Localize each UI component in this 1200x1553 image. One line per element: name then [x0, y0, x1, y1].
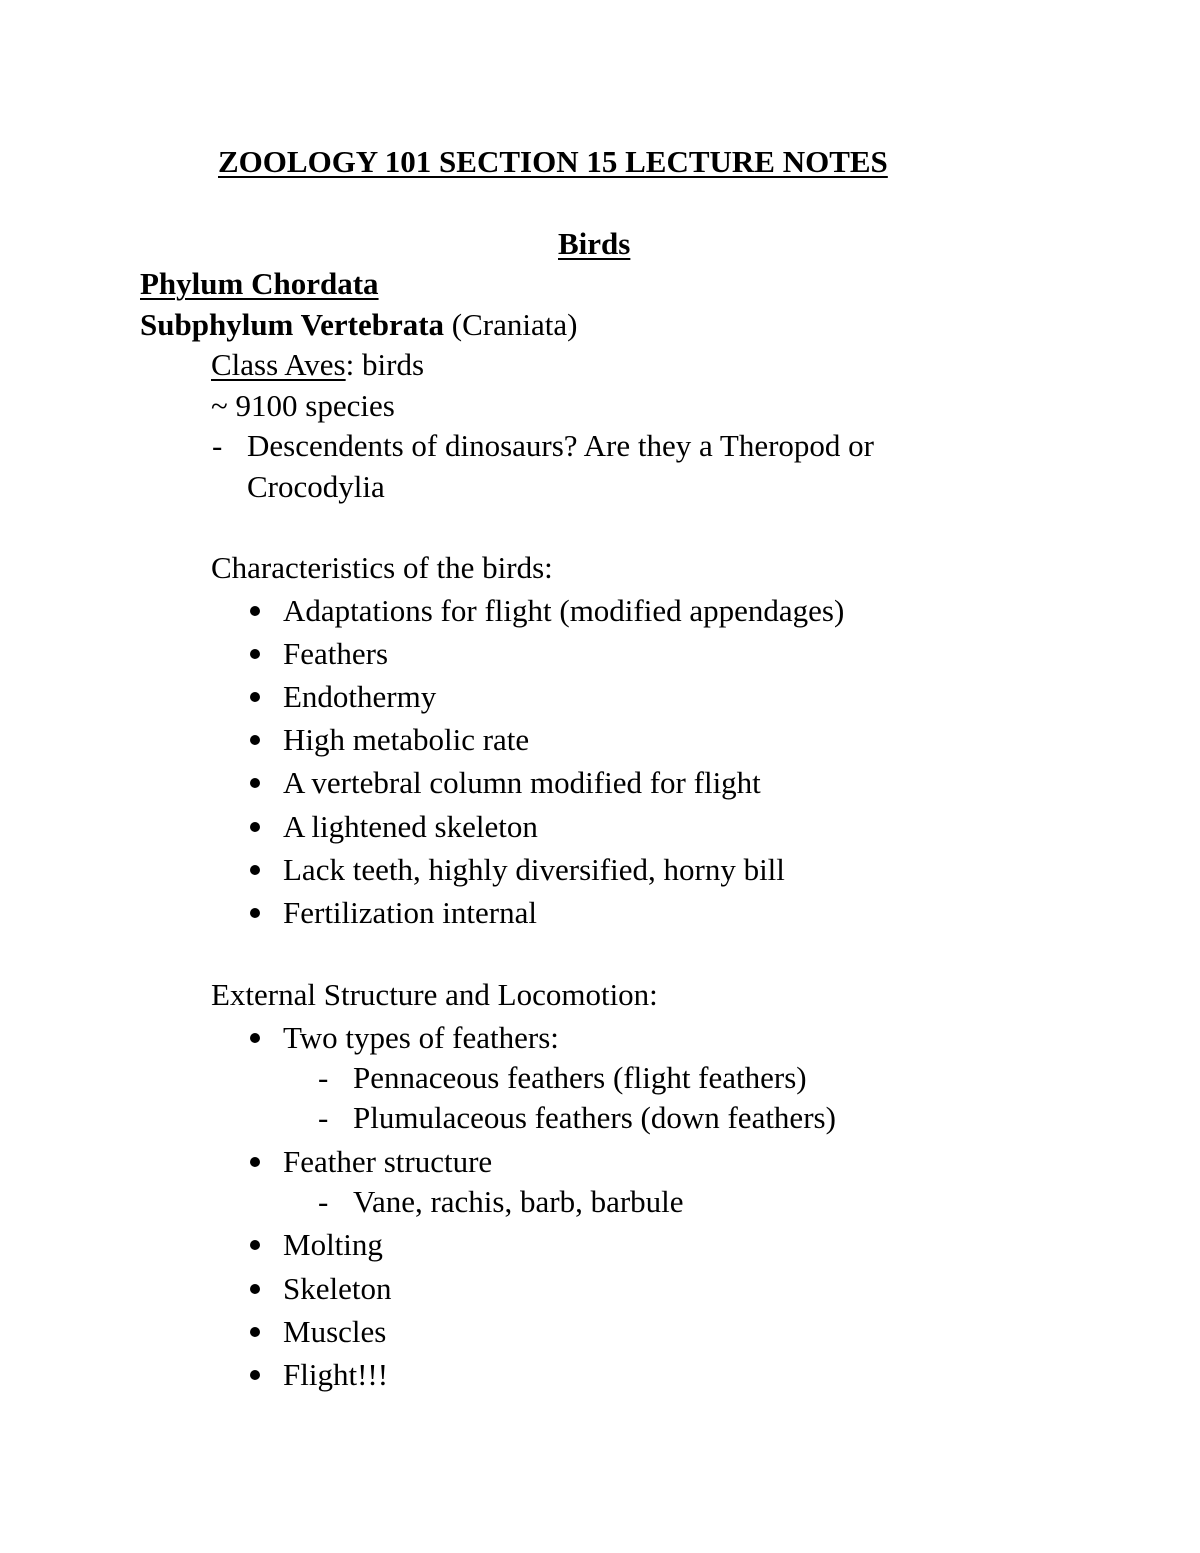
list-item: Flight!!! — [283, 1357, 389, 1392]
species-count: ~ 9100 species — [211, 388, 395, 423]
dash-marker: - — [212, 428, 223, 463]
bullet-icon — [250, 649, 260, 659]
descendents-line-1: Descendents of dinosaurs? Are they a Theropod or — [247, 428, 874, 463]
subphylum-note: (Craniata) — [444, 307, 578, 342]
subphylum-label: Subphylum Vertebrata — [140, 307, 445, 342]
bullet-icon — [250, 1327, 260, 1337]
list-item: High metabolic rate — [283, 722, 530, 757]
list-item: Skeleton — [283, 1271, 392, 1306]
sub-list-item: Pennaceous feathers (flight feathers) — [353, 1060, 807, 1095]
bullet-icon — [250, 822, 260, 832]
bullet-icon — [250, 1240, 260, 1250]
subphylum-line — [140, 309, 577, 340]
bullet-icon — [250, 606, 260, 616]
external-heading: External Structure and Locomotion: — [211, 977, 658, 1012]
class-label: Class Aves — [211, 347, 346, 382]
list-item: A vertebral column modified for flight — [283, 765, 761, 800]
bullet-icon — [250, 1033, 260, 1043]
list-item: Muscles — [283, 1314, 387, 1349]
list-item: Lack teeth, highly diversified, horny bill — [283, 852, 785, 887]
page-title: ZOOLOGY 101 SECTION 15 LECTURE NOTES — [218, 144, 888, 179]
bullet-icon — [250, 865, 260, 875]
class-rest: : birds — [345, 347, 425, 382]
bullet-icon — [250, 692, 260, 702]
bullet-icon — [250, 735, 260, 745]
dash-marker: - — [318, 1100, 329, 1135]
bullet-icon — [250, 778, 260, 788]
sub-list-item: Vane, rachis, barb, barbule — [353, 1184, 684, 1219]
topic-heading: Birds — [558, 226, 631, 261]
bullet-icon — [250, 1370, 260, 1380]
list-item: Molting — [283, 1227, 383, 1262]
dash-marker: - — [318, 1184, 329, 1219]
characteristics-heading: Characteristics of the birds: — [211, 550, 553, 585]
phylum-heading: Phylum Chordata — [140, 266, 379, 301]
dash-marker: - — [318, 1060, 329, 1095]
list-item: Two types of feathers: — [283, 1020, 559, 1055]
list-item: Endothermy — [283, 679, 437, 714]
list-item: Adaptations for flight (modified appendages) — [283, 593, 845, 628]
list-item: Feather structure — [283, 1144, 493, 1179]
sub-list-item: Plumulaceous feathers (down feathers) — [353, 1100, 836, 1135]
descendents-line-2: Crocodylia — [247, 469, 385, 504]
list-item: Feathers — [283, 636, 389, 671]
bullet-icon — [250, 1157, 260, 1167]
class-line — [211, 349, 424, 380]
list-item: Fertilization internal — [283, 895, 537, 930]
list-item: A lightened skeleton — [283, 809, 538, 844]
bullet-icon — [250, 908, 260, 918]
bullet-icon — [250, 1284, 260, 1294]
